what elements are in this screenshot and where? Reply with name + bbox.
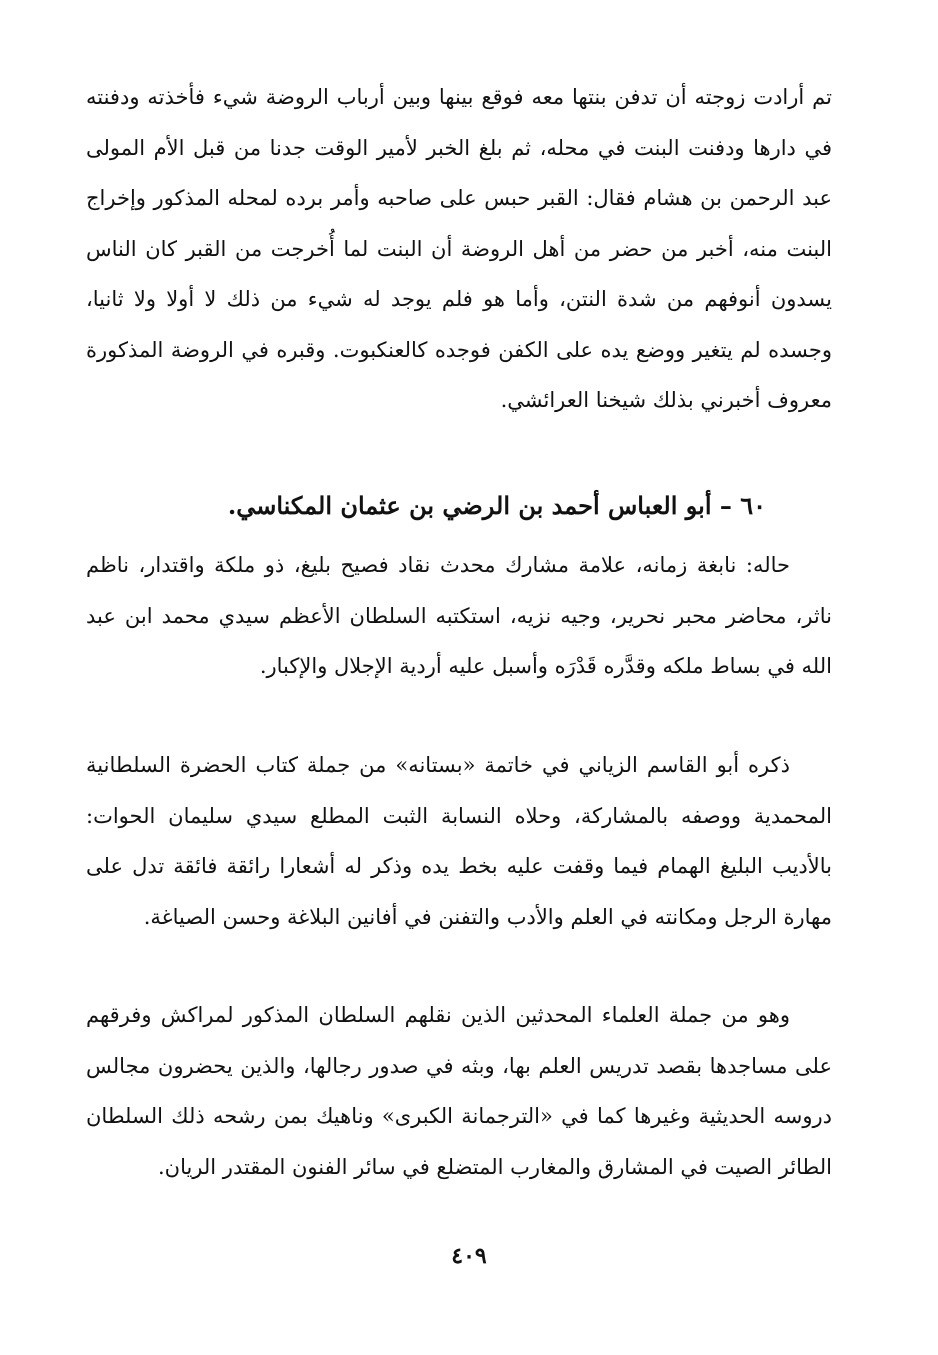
page-number: ٤٠٩ (451, 1243, 487, 1269)
biography-heading: ٦٠ – أبو العباس أحمد بن الرضي بن عثمان المكناسي. (227, 491, 766, 520)
paragraph-burial-story: تم أرادت زوجته أن تدفن بنتها معه فوقع بينها وبين أرباب الروضة شيء فأخذته ودفنته في دارها ودفنت البنت في محله، ثم بلغ الخبر لأمير الوقت جدنا من قبل الأم المولى عبد الرحمن بن هشام فقال: القبر حبس على صاحبه وأمر برده لمحله المذكور وإخراج البنت منه، أخبر من حضر من أهل الروضة أن البنت لما أُخرجت من القبر كان الناس يسدون أنوفهم من شدة النتن، وأما هو فلم يوجد له شيء من ذلك لا أولا ولا ثانيا، وجسده لم يتغير ووضع يده على الكفن فوجده كالعنكبوت. وقبره في الروضة المذكورة معروف أخبرني بذلك شيخنا العرائشي. (86, 85, 832, 412)
paragraph-biography-status: حاله: نابغة زمانه، علامة مشارك محدث نقاد فصيح بليغ، ذو ملكة واقتدار، ناظم ناثر، محاضر محبر نحرير، وجيه نزيه، استكتبه السلطان الأعظم سيدي محمد ابن عبد الله في بساط ملكه وقدَّره قَدْرَه وأسبل عليه أردية الإجلال والإكبار. (86, 553, 832, 678)
paragraph-biography-mentions: ذكره أبو القاسم الزياني في خاتمة «بستانه» من جملة كتاب الحضرة السلطانية المحمدية ووصفه بالمشاركة، وحلاه النسابة الثبت المطلع سيدي سليمان الحوات: بالأديب البليغ الهمام فيما وقفت عليه بخط يده وذكر له أشعارا رائقة فائقة تدل على مهارة الرجل ومكانته في العلم والأدب والتفنن في أفانين البلاغة وحسن الصياغة. (86, 753, 832, 929)
paragraph-biography-teaching: وهو من جملة العلماء المحدثين الذين نقلهم السلطان المذكور لمراكش وفرقهم على مساجدها بقصد تدريس العلم بها، وبثه في صدور رجالها، والذين يحضرون مجالس دروسه الحديثية وغيرها كما في «الترجمانة الكبرى» وناهيك بمن رشحه ذلك السلطان الطائر الصيت في المشارق والمغارب المتضلع في سائر الفنون المقتدر الريان. (86, 1003, 832, 1179)
